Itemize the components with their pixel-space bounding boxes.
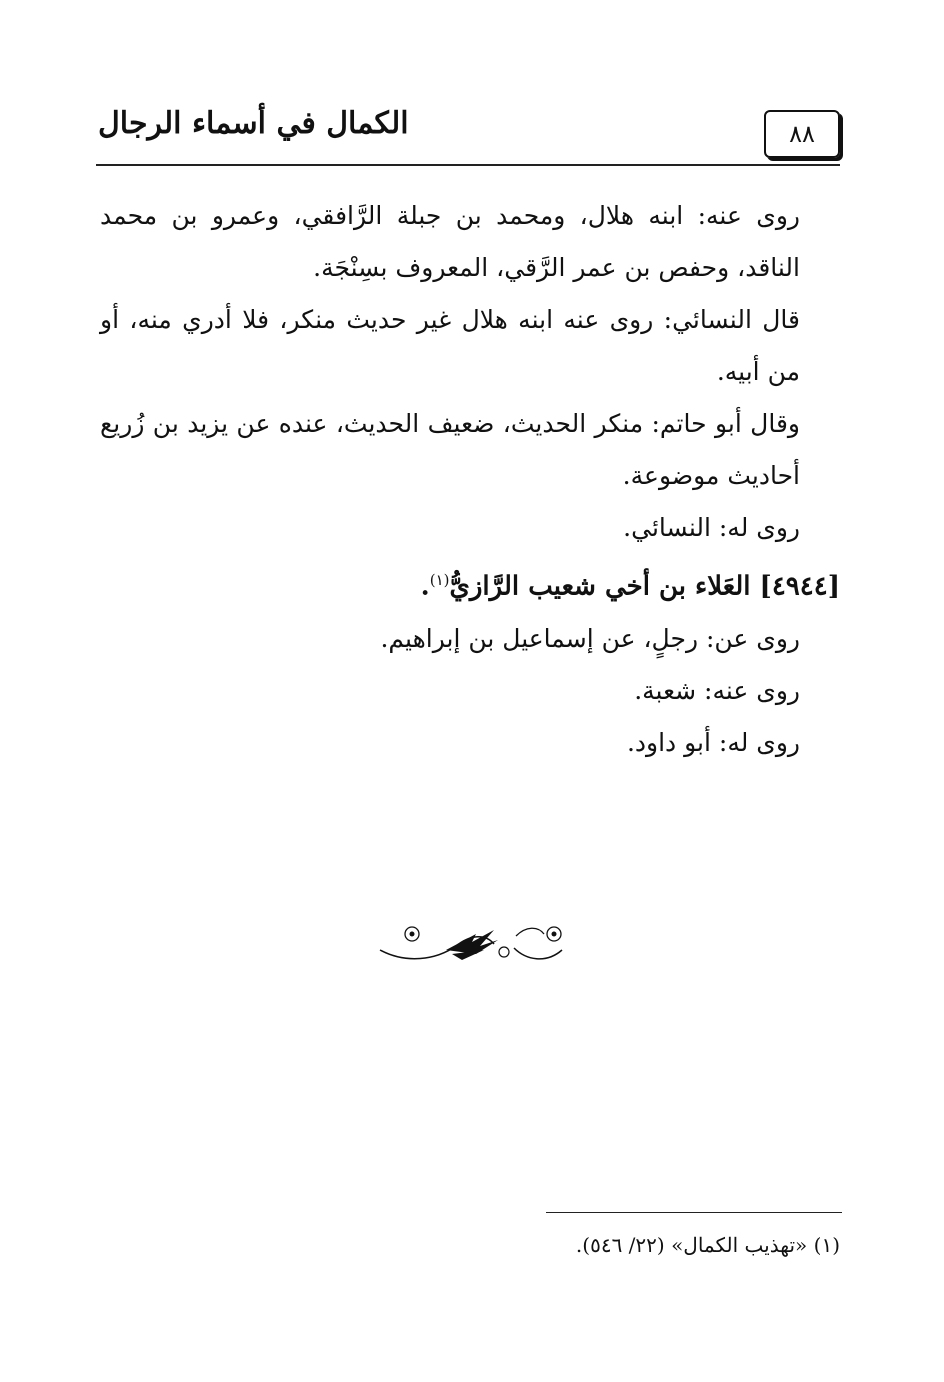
text-paragraph: روى عنه: شعبة. [634, 675, 800, 705]
footnote: (١) «تهذيب الكمال» (٢٢/ ٥٤٦). [575, 1233, 840, 1257]
text-paragraph: روى عنه: ابنه هلال، ومحمد بن جبلة الرَّافقي، وعمرو بن محمد الناقد، وحفص بن عمر الرَّقي، المعروف بسِنْجَة. [100, 201, 800, 282]
running-title: الكمال في أسماء الرجال [98, 106, 409, 141]
entry-heading-text: [٤٩٤٤] العَلاء بن أخي شعيب الرَّازيُّ [449, 571, 840, 602]
text-paragraph: قال النسائي: روى عنه ابنه هلال غير حديث منكر، فلا أدري منه، أو من أبيه. [100, 305, 800, 386]
text-paragraph: روى له: النسائي. [623, 513, 800, 542]
page-header [96, 100, 840, 166]
main-text [100, 190, 840, 769]
text-paragraph: وقال أبو حاتم: منكر الحديث، ضعيف الحديث، عنده عن يزيد بن زُريع أحاديث موضوعة. [100, 409, 800, 490]
text-paragraph: روى له: أبو داود. [626, 727, 800, 757]
page-number: ٨٨ [764, 110, 840, 158]
entry-heading [100, 554, 840, 613]
footnote-marker: (١) [429, 571, 450, 589]
text-paragraph: روى عن: رجلٍ، عن إسماعيل بن إبراهيم. [380, 623, 800, 653]
ornament-divider-icon [376, 920, 566, 968]
footnote-separator [546, 1212, 842, 1213]
entry-heading-end: . [420, 571, 430, 602]
